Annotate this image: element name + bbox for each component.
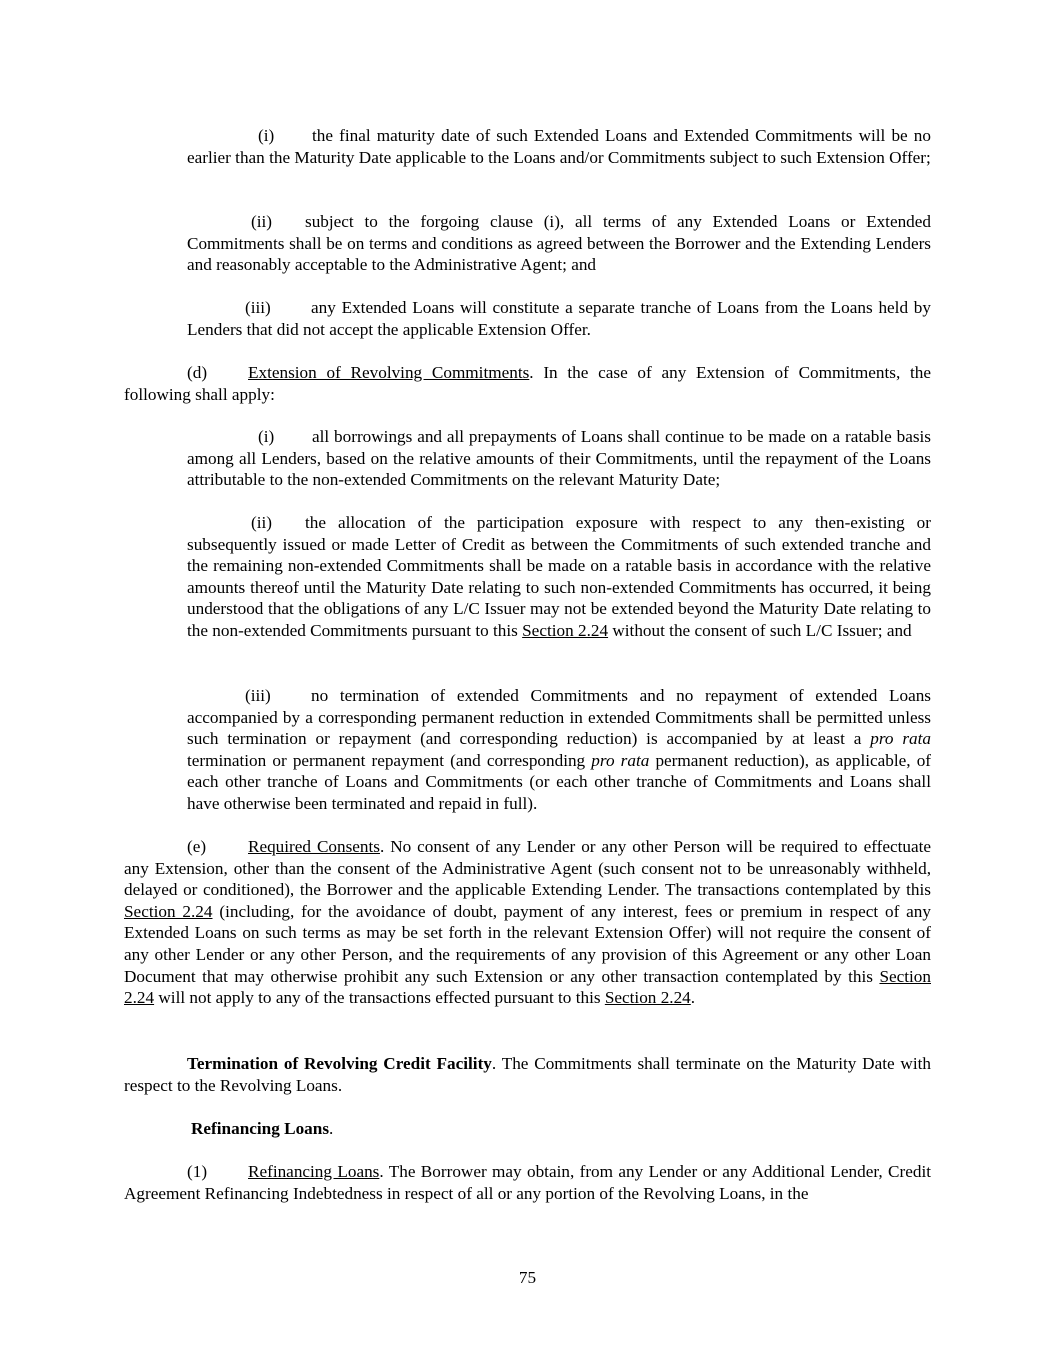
section-heading: Extension of Revolving Commitments <box>248 363 530 382</box>
section-number: (d) <box>187 363 208 382</box>
clause-c-ii <box>187 211 931 276</box>
clause-d-i <box>187 426 931 491</box>
section-number: (1) <box>187 1162 208 1181</box>
page-number: 75 <box>518 1268 537 1287</box>
section-text: . <box>690 988 696 1008</box>
clause-number: (ii) <box>251 212 272 231</box>
section-e <box>124 836 931 1009</box>
refinancing-section-heading <box>124 1118 931 1140</box>
italic-term: pro rata <box>591 750 650 770</box>
clause-number: (ii) <box>251 513 272 532</box>
section-reference: Section 2.24 <box>124 901 213 921</box>
section-reference: Section 2.24 <box>124 966 931 1008</box>
section-reference: Section 2.24 <box>604 988 691 1008</box>
clause-refinancing-1 <box>124 1161 931 1204</box>
section-d <box>124 362 931 405</box>
clause-c-iii <box>187 297 931 340</box>
clause-text: the final maturity date of such Extended Loans and Extended Commitments will be no earlier than the Maturity Date applicable to the Loans and/or Commitments subject to such Extension Offer; <box>187 126 931 167</box>
section-text: . No consent of any Lender or any other Person will be required to effectuate any Extension, other than the consent of the Administrative Agent (such consent not to be unreasonably withheld, delayed or conditioned), the Borrower and the applicable Extending Lender. The transactions contemplated by this <box>124 837 931 900</box>
section-reference: Section 2.24 <box>522 620 609 640</box>
clause-d-iii <box>187 685 931 815</box>
section-heading: Refinancing Loans <box>248 1162 380 1181</box>
section-text: will not apply to any of the transactions effected pursuant to this <box>154 988 605 1008</box>
clause-text: all borrowings and all prepayments of Loans shall continue to be made on a ratable basis among all Lenders, based on the relative amounts of their Commitments, until the repayment of the Loans attributable to the non-extended Commitments on the relevant Maturity Date; <box>187 427 931 490</box>
clause-c-i <box>187 125 931 168</box>
section-heading: Required Consents <box>248 837 380 856</box>
section-text: (including, for the avoidance of doubt, payment of any interest, fees or premium in respect of any Extended Loans on such terms as may be set forth in the relevant Extension Offer) will not require the consent of any other Lender or any other Person, and the requirements of any provision of this Agreement or any other Loan Document that may otherwise prohibit any such Extension or any other transaction contemplated by this <box>124 901 931 986</box>
clause-text: no termination of extended Commitments and no repayment of extended Loans accompanied by a corresponding permanent reduction in extended Commitments shall be permitted unless such termination or repayment (and corresponding reduction) is accompanied by at least a <box>187 686 931 749</box>
section-heading: Termination of Revolving Credit Facility <box>187 1054 492 1073</box>
clause-text: termination or permanent repayment (and corresponding <box>187 750 592 770</box>
section-number: (e) <box>187 837 207 856</box>
clause-text: subject to the forgoing clause (i), all terms of any Extended Loans or Extended Commitments shall be on terms and conditions as agreed between the Borrower and the Extending Lenders and reasonably acceptable to the Administrative Agent; and <box>187 212 931 275</box>
section-text: . The Commitments shall terminate on the Maturity Date with respect to the Revolving Loans. <box>124 1054 931 1095</box>
clause-text: permanent reduction), as applicable, of each other tranche of Loans and Commitments (or each other tranche of Commitments and Loans shall have otherwise been terminated and repaid in full). <box>187 750 932 813</box>
section-text: . In the case of any Extension of Commitments, the following shall apply: <box>124 363 932 404</box>
clause-text: any Extended Loans will constitute a separate tranche of Loans from the Loans held by Lenders that did not accept the applicable Extension Offer. <box>187 298 931 339</box>
clause-number: (i) <box>258 126 275 145</box>
clause-d-ii <box>187 512 931 642</box>
clause-number: (iii) <box>245 298 271 317</box>
termination-section <box>124 1053 931 1096</box>
clause-number: (iii) <box>245 686 271 705</box>
section-text: . The Borrower may obtain, from any Lender or any Additional Lender, Credit Agreement Refinancing Indebtedness in respect of all or any portion of the Revolving Loans, in the <box>124 1162 931 1203</box>
clause-number: (i) <box>258 427 275 446</box>
clause-text: the allocation of the participation exposure with respect to any then-existing or subsequently issued or made Letter of Credit as between the Commitments of such extended tranche and the remaining non-extended Commitments shall be made on a ratable basis in accordance with the relative amounts thereof until the Maturity Date relating to such non-extended Commitments has occurred, it being understood that the obligations of any L/C Issuer may not be extended beyond the Maturity Date relating to the non-extended Commitments pursuant to this <box>187 513 931 640</box>
section-text: . <box>329 1119 334 1138</box>
section-heading: Refinancing Loans <box>191 1119 330 1138</box>
clause-text: without the consent of such L/C Issuer; and <box>608 620 912 640</box>
italic-term: pro rata <box>870 729 931 749</box>
